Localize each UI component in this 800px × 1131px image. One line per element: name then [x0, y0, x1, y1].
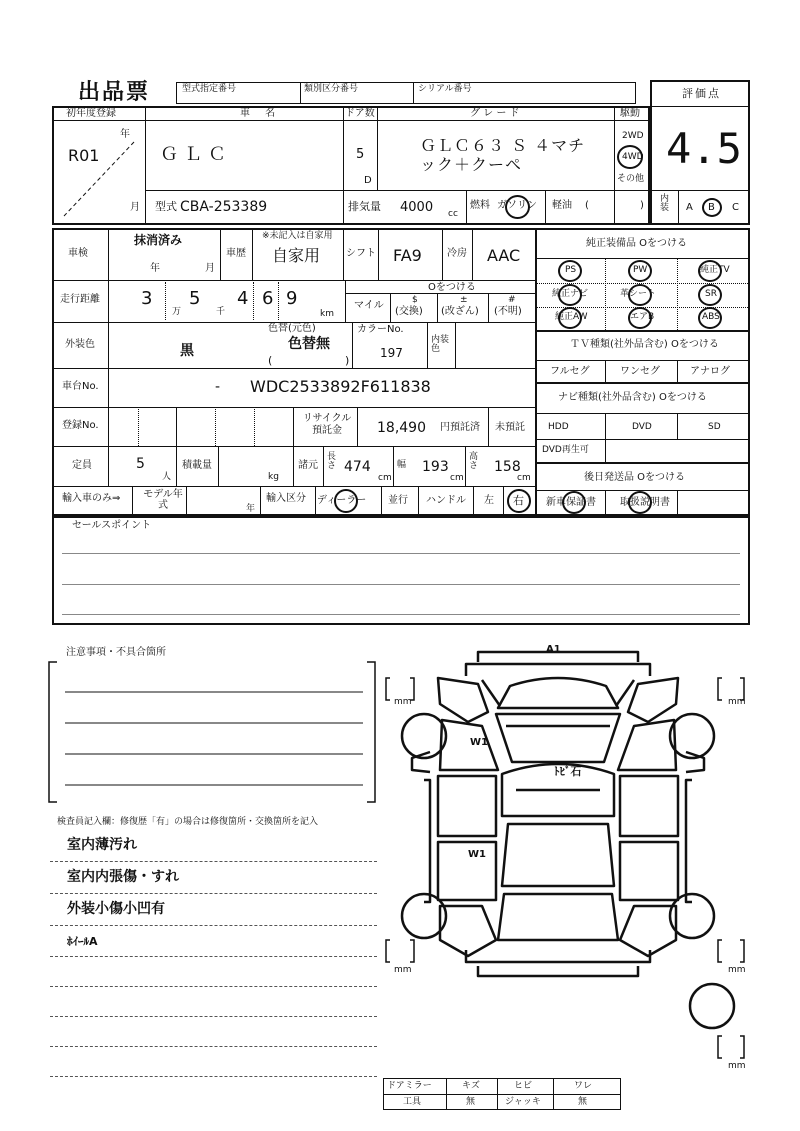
mileage-sen: 千 [216, 307, 226, 317]
year-unit: 年 [120, 129, 130, 140]
tv-oneseg: ワンセグ [620, 366, 660, 377]
tire-unit-rl: mm [394, 965, 412, 975]
color-no-value: 197 [380, 346, 403, 360]
reg-label: 登録No. [62, 420, 99, 431]
door-suffix: D [364, 175, 372, 186]
recycle-label: リサイクル預託金 [302, 413, 352, 436]
equip-sr-circle [698, 284, 722, 306]
inspector-line-3: 外装小傷小凹有 [67, 901, 165, 917]
mileage-unknown-sym: # [508, 295, 516, 305]
capacity-value: 5 [136, 456, 145, 472]
width-unit: cm [450, 473, 464, 483]
inspector-line-1: 室内薄汚れ [67, 837, 137, 853]
shift-value: FA9 [393, 246, 422, 265]
displacement-value: 4000 [400, 200, 434, 215]
score-label: 評価点 [682, 87, 721, 100]
mileage-label: 走行距離 [60, 294, 100, 305]
tire-unit-fr: mm [728, 697, 746, 707]
tv-analog: アナログ [690, 366, 730, 377]
chassis-dash: - [215, 379, 221, 395]
recycle-unpaid: 未預託 [495, 422, 525, 433]
handle-label: ハンドル [426, 495, 466, 506]
length-label: 長さ [327, 452, 337, 471]
car-name-label: 車 名 [240, 108, 282, 119]
load-unit: kg [268, 472, 279, 482]
mileage-tamper-sym: ± [460, 295, 468, 305]
grade-line1: ＧＬＣ６３ Ｓ ４マチ [420, 136, 586, 155]
drive-other: その他 [617, 174, 645, 184]
equip-tv-circle [698, 260, 722, 282]
exterior-label: 外装色 [65, 339, 95, 350]
mileage-exchange-sym: $ [412, 295, 418, 305]
later-manual-circle [628, 491, 652, 514]
history-label: 車歴 [226, 248, 246, 259]
equip-pw: PW [633, 265, 648, 275]
later-manual: 取扱説明書 [620, 497, 670, 508]
height-unit: cm [517, 473, 531, 483]
first-reg-year: R01 [68, 146, 100, 165]
sheet-title: 出品票 [78, 80, 151, 105]
model-year-label: モデル年式 [143, 489, 183, 511]
equip-abs: ABS [702, 312, 720, 322]
legend-header-mirror: ドアミラー [387, 1081, 432, 1091]
header-code-box [176, 82, 636, 104]
dims-label: 諸元 [298, 460, 318, 471]
mileage-unknown: (不明) [494, 306, 522, 317]
navi-dvd: DVD [632, 422, 652, 432]
legend-header-scratch: キズ [462, 1081, 480, 1091]
import-label: 輸入車のみ⇒ [62, 493, 121, 504]
legend-header-break: ワレ [574, 1081, 593, 1091]
mileage-mile: マイル [354, 300, 384, 311]
color-change-paren-close: ) [345, 354, 350, 367]
equip-airbag: エアB [630, 312, 655, 322]
mileage-km: km [320, 309, 334, 319]
interior-label: 内装 [660, 194, 670, 213]
grade-line2: ック＋クーペ [420, 155, 523, 174]
legend-value-break: 無 [578, 1097, 588, 1107]
inspector-line-4: ﾎｲｰﾙA [67, 935, 98, 948]
inspector-label: 検査員記入欄：修復歴「有」の場合は修復箇所・交換箇所を記入 [57, 817, 319, 827]
later-title: 後日発送品 Oをつける [584, 472, 686, 483]
height-value: 158 [494, 459, 521, 475]
mileage-circle-note: Oをつける [428, 282, 476, 293]
color-change-label: 色替(元色) [268, 323, 316, 334]
tv-fullseg: フルセグ [550, 366, 590, 377]
import-parallel: 並行 [388, 495, 408, 506]
equip-pw-circle [628, 260, 652, 282]
recycle-value: 18,490 [377, 420, 426, 436]
equip-tv: 純正TV [700, 265, 730, 275]
mileage-tamper: (改ざん) [441, 306, 479, 317]
later-warranty: 新車保証書 [546, 497, 596, 508]
width-value: 193 [422, 459, 449, 475]
fuel-gasoline-circle [505, 195, 530, 219]
equip-navi: 純正ナビ [552, 289, 589, 299]
category-label: 類別区分番号 [304, 84, 359, 94]
import-dealer-circle [334, 489, 358, 513]
handle-left: 左 [484, 495, 494, 506]
history-value: 自家用 [272, 246, 321, 265]
chassis-value: WDC2533892F611838 [250, 377, 431, 396]
mileage-digit-3: 4 [237, 288, 249, 309]
car-damage-diagram [378, 640, 758, 1080]
displacement-unit: cc [448, 209, 458, 219]
drive-label: 駆動 [620, 108, 640, 119]
doors-label: ドア数 [345, 108, 375, 119]
equip-navi-circle [558, 284, 582, 306]
color-no-label: カラーNo. [357, 324, 404, 335]
score-value: 4.5 [666, 124, 742, 173]
shaken-year: 年 [150, 263, 160, 274]
model-designation-label: 型式指定番号 [182, 84, 237, 94]
color-change-paren-open: ( [268, 354, 273, 367]
month-unit: 月 [130, 202, 140, 213]
width-label: 幅 [397, 460, 407, 470]
drive-4wd-circle [617, 145, 643, 169]
ac-label: 冷房 [447, 248, 467, 259]
navi-hdd: HDD [548, 422, 569, 432]
legend-header-crack: ヒビ [514, 1081, 533, 1091]
shaken-month: 月 [205, 263, 215, 274]
model-year-unit: 年 [246, 504, 256, 514]
mileage-exchange: (交換) [395, 306, 423, 317]
handle-right: 右 [513, 494, 524, 507]
ac-value: AAC [487, 246, 521, 265]
tire-unit-rr: mm [728, 965, 746, 975]
model-value: CBA-253389 [180, 199, 268, 215]
fuel-kerosene: 軽油 [552, 200, 572, 211]
mark-w1-rear: W1 [468, 849, 486, 860]
fuel-label: 燃料 [470, 200, 490, 211]
exterior-value: 黒 [180, 343, 194, 359]
chassis-label: 車台No. [62, 381, 99, 392]
legend-value-tools: 工具 [403, 1097, 422, 1107]
recycle-unit: 円預託済 [440, 422, 480, 433]
mileage-digit-1: 3 [141, 288, 153, 309]
mark-a1: A1 [546, 644, 561, 655]
tire-unit-fl: mm [394, 697, 412, 707]
height-label: 高さ [469, 452, 479, 471]
first-reg-label: 初年度登録 [66, 108, 116, 119]
mileage-digit-2: 5 [189, 288, 201, 309]
dvd-label: DVD再生可 [542, 445, 589, 455]
navi-title: ナビ種類(社外品含む) Oをつける [558, 392, 707, 403]
length-unit: cm [378, 473, 392, 483]
equip-leather: 革シート [620, 289, 657, 299]
equip-ps: PS [565, 265, 577, 275]
drive-4wd: 4WD [622, 152, 644, 162]
mileage-digit-5: 9 [286, 288, 298, 309]
sales-point-label: セールスポイント [72, 520, 152, 531]
displacement-label: 排気量 [348, 200, 381, 213]
mark-chip: ﾄﾋﾞ石 [554, 765, 582, 778]
equip-airbag-circle [628, 307, 655, 329]
drive-2wd: 2WD [622, 131, 644, 141]
sales-point-box [52, 516, 750, 625]
load-label: 積載量 [182, 460, 212, 471]
doors-value: 5 [356, 147, 365, 162]
navi-sd: SD [708, 422, 721, 432]
notes-frame [45, 657, 380, 807]
first-reg-slash [62, 140, 137, 218]
equipment-title: 純正装備品 Oをつける [586, 238, 688, 249]
fuel-paren-open: ( [585, 200, 589, 211]
car-name: ＧＬＣ [160, 144, 232, 165]
shaken-value: 抹消済み [134, 233, 183, 247]
equip-ps-circle [558, 260, 582, 282]
legend-value-jack: ジャッキ [505, 1097, 541, 1107]
mileage-man: 万 [172, 307, 182, 317]
import-dealer: ディーラー [317, 495, 367, 506]
fuel-paren-close: ) [640, 200, 644, 211]
interior-color-label: 内装色 [431, 335, 450, 354]
grade-label: グ レ ー ド [470, 108, 520, 119]
legend-value-scratch: 無 [466, 1097, 476, 1107]
inspector-line-2: 室内内張傷・すれ [67, 869, 179, 885]
interior-b-circle [702, 198, 722, 217]
tire-unit-spare: mm [728, 1061, 746, 1071]
notes-label: 注意事項・不具合箇所 [66, 647, 166, 658]
interior-b: B [708, 202, 715, 213]
import-kind-label: 輸入区分 [266, 493, 306, 504]
mark-w1-front: W1 [470, 737, 488, 748]
mileage-digit-4: 6 [262, 288, 274, 309]
serial-label: シリアル番号 [418, 84, 472, 94]
model-label: 型式 [155, 200, 177, 213]
handle-right-circle [507, 489, 531, 513]
shift-label: シフト [346, 248, 376, 259]
tv-title: ＴＶ種類(社外品含む) Oをつける [570, 339, 719, 350]
capacity-unit: 人 [162, 472, 172, 482]
equip-abs-circle [698, 307, 722, 329]
shaken-label: 車検 [68, 248, 88, 259]
equip-leather-circle [628, 284, 652, 306]
later-warranty-circle [562, 491, 586, 514]
capacity-label: 定員 [72, 460, 92, 471]
equip-sr: SR [705, 289, 717, 299]
length-value: 474 [344, 459, 371, 475]
color-change-value: 色替無 [288, 336, 330, 352]
interior-a: A [686, 202, 693, 213]
interior-c: C [732, 202, 739, 213]
fuel-gasoline: ガソリン [497, 200, 537, 211]
history-note: ※未記入は自家用 [262, 231, 333, 241]
equip-aw-circle [558, 307, 582, 329]
equip-aw: 純正AW [555, 312, 588, 322]
